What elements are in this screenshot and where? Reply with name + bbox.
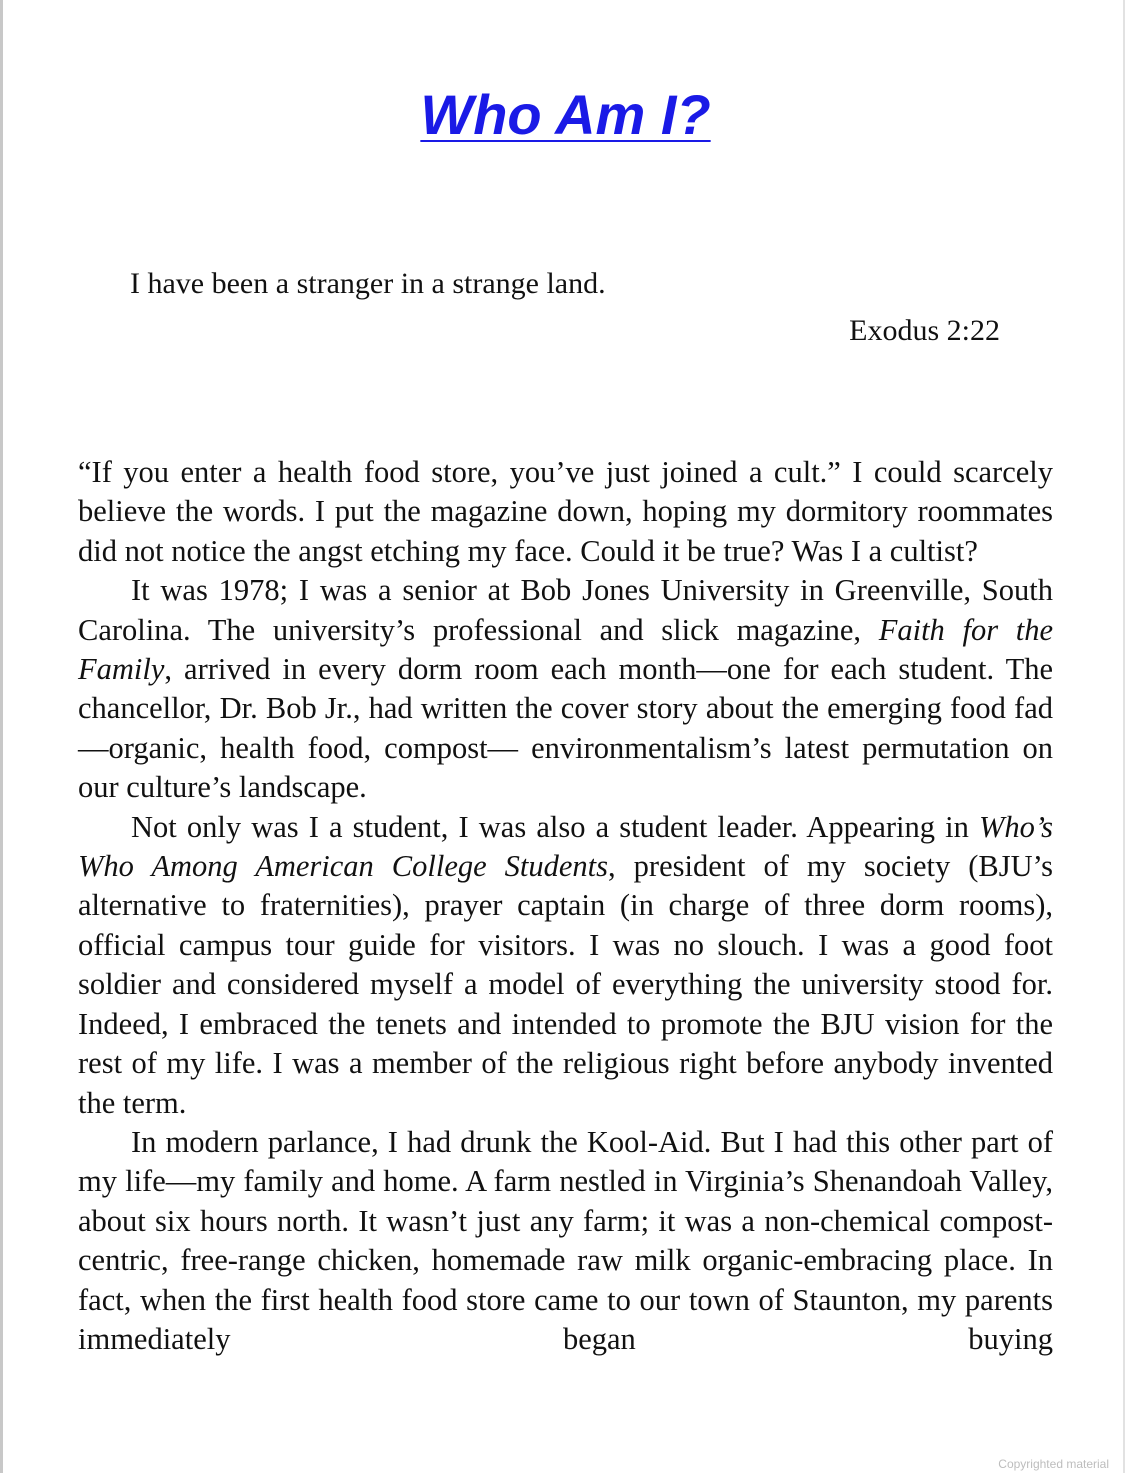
epigraph-quote: I have been a stranger in a strange land. xyxy=(130,267,606,300)
paragraph-4: In modern parlance, I had drunk the Kool-Aid. But I had this other part of my life—my family and home. A farm nestled in Virginia’s Shenandoah Valley, about six hours north. It wasn’t just any farm; it was a non-chemical compost-centric, free-range chicken, homemade raw milk organic-embracing place. In fact, when the first health food store came to our town of Staunton, my parents immediately began buying xyxy=(78,1124,1053,1356)
paragraph-3-text-a: Not only was I a student, I was also a student leader. Appearing in xyxy=(131,809,979,844)
copyright-notice: Copyrighted material xyxy=(998,1457,1109,1471)
paragraph-3-text-b: , president of my society (BJU’s alternative to fraternities), prayer captain (in charge of three dorm rooms), official campus tour guide for visitors. I was no slouch. I was a good foot soldier and considered myself a model of everything the university stood for. Indeed, I embraced the tenets and intended to promote the BJU vision for the rest of my life. I was a member of the religious right before anybody invented the term. xyxy=(78,849,1053,1120)
epigraph-source: Exodus 2:22 xyxy=(849,314,1000,347)
paragraph-2-text-b: , arrived in every dorm room each month—one for each student. The chancellor, Dr. Bob Jr., had written the cover story about the emerging food fad—organic, health food, compost— environmentalism’s latest permutation on our culture’s landscape. xyxy=(78,652,1053,805)
magazine-title: Faith for the Family xyxy=(78,612,1053,687)
paragraph-2-text-a: It was 1978; I was a senior at Bob Jones University in Greenville, South Carolina. The university’s professional and slick magazine, xyxy=(78,573,1053,647)
chapter-title xyxy=(3,82,1125,147)
chapter-title-link[interactable]: Who Am I? xyxy=(420,83,711,146)
paragraph-3 xyxy=(78,808,1053,1123)
body-text xyxy=(78,453,1053,1359)
publication-title: Who’s Who Among American College Students xyxy=(78,809,1053,884)
paragraph-2 xyxy=(78,571,1053,807)
paragraph-1: “If you enter a health food store, you’ve just joined a cult.” I could scarcely believe the words. I put the magazine down, hoping my dormitory roommates did not notice the angst etching my face. Could it be true? Was I a cultist? xyxy=(78,455,1053,568)
